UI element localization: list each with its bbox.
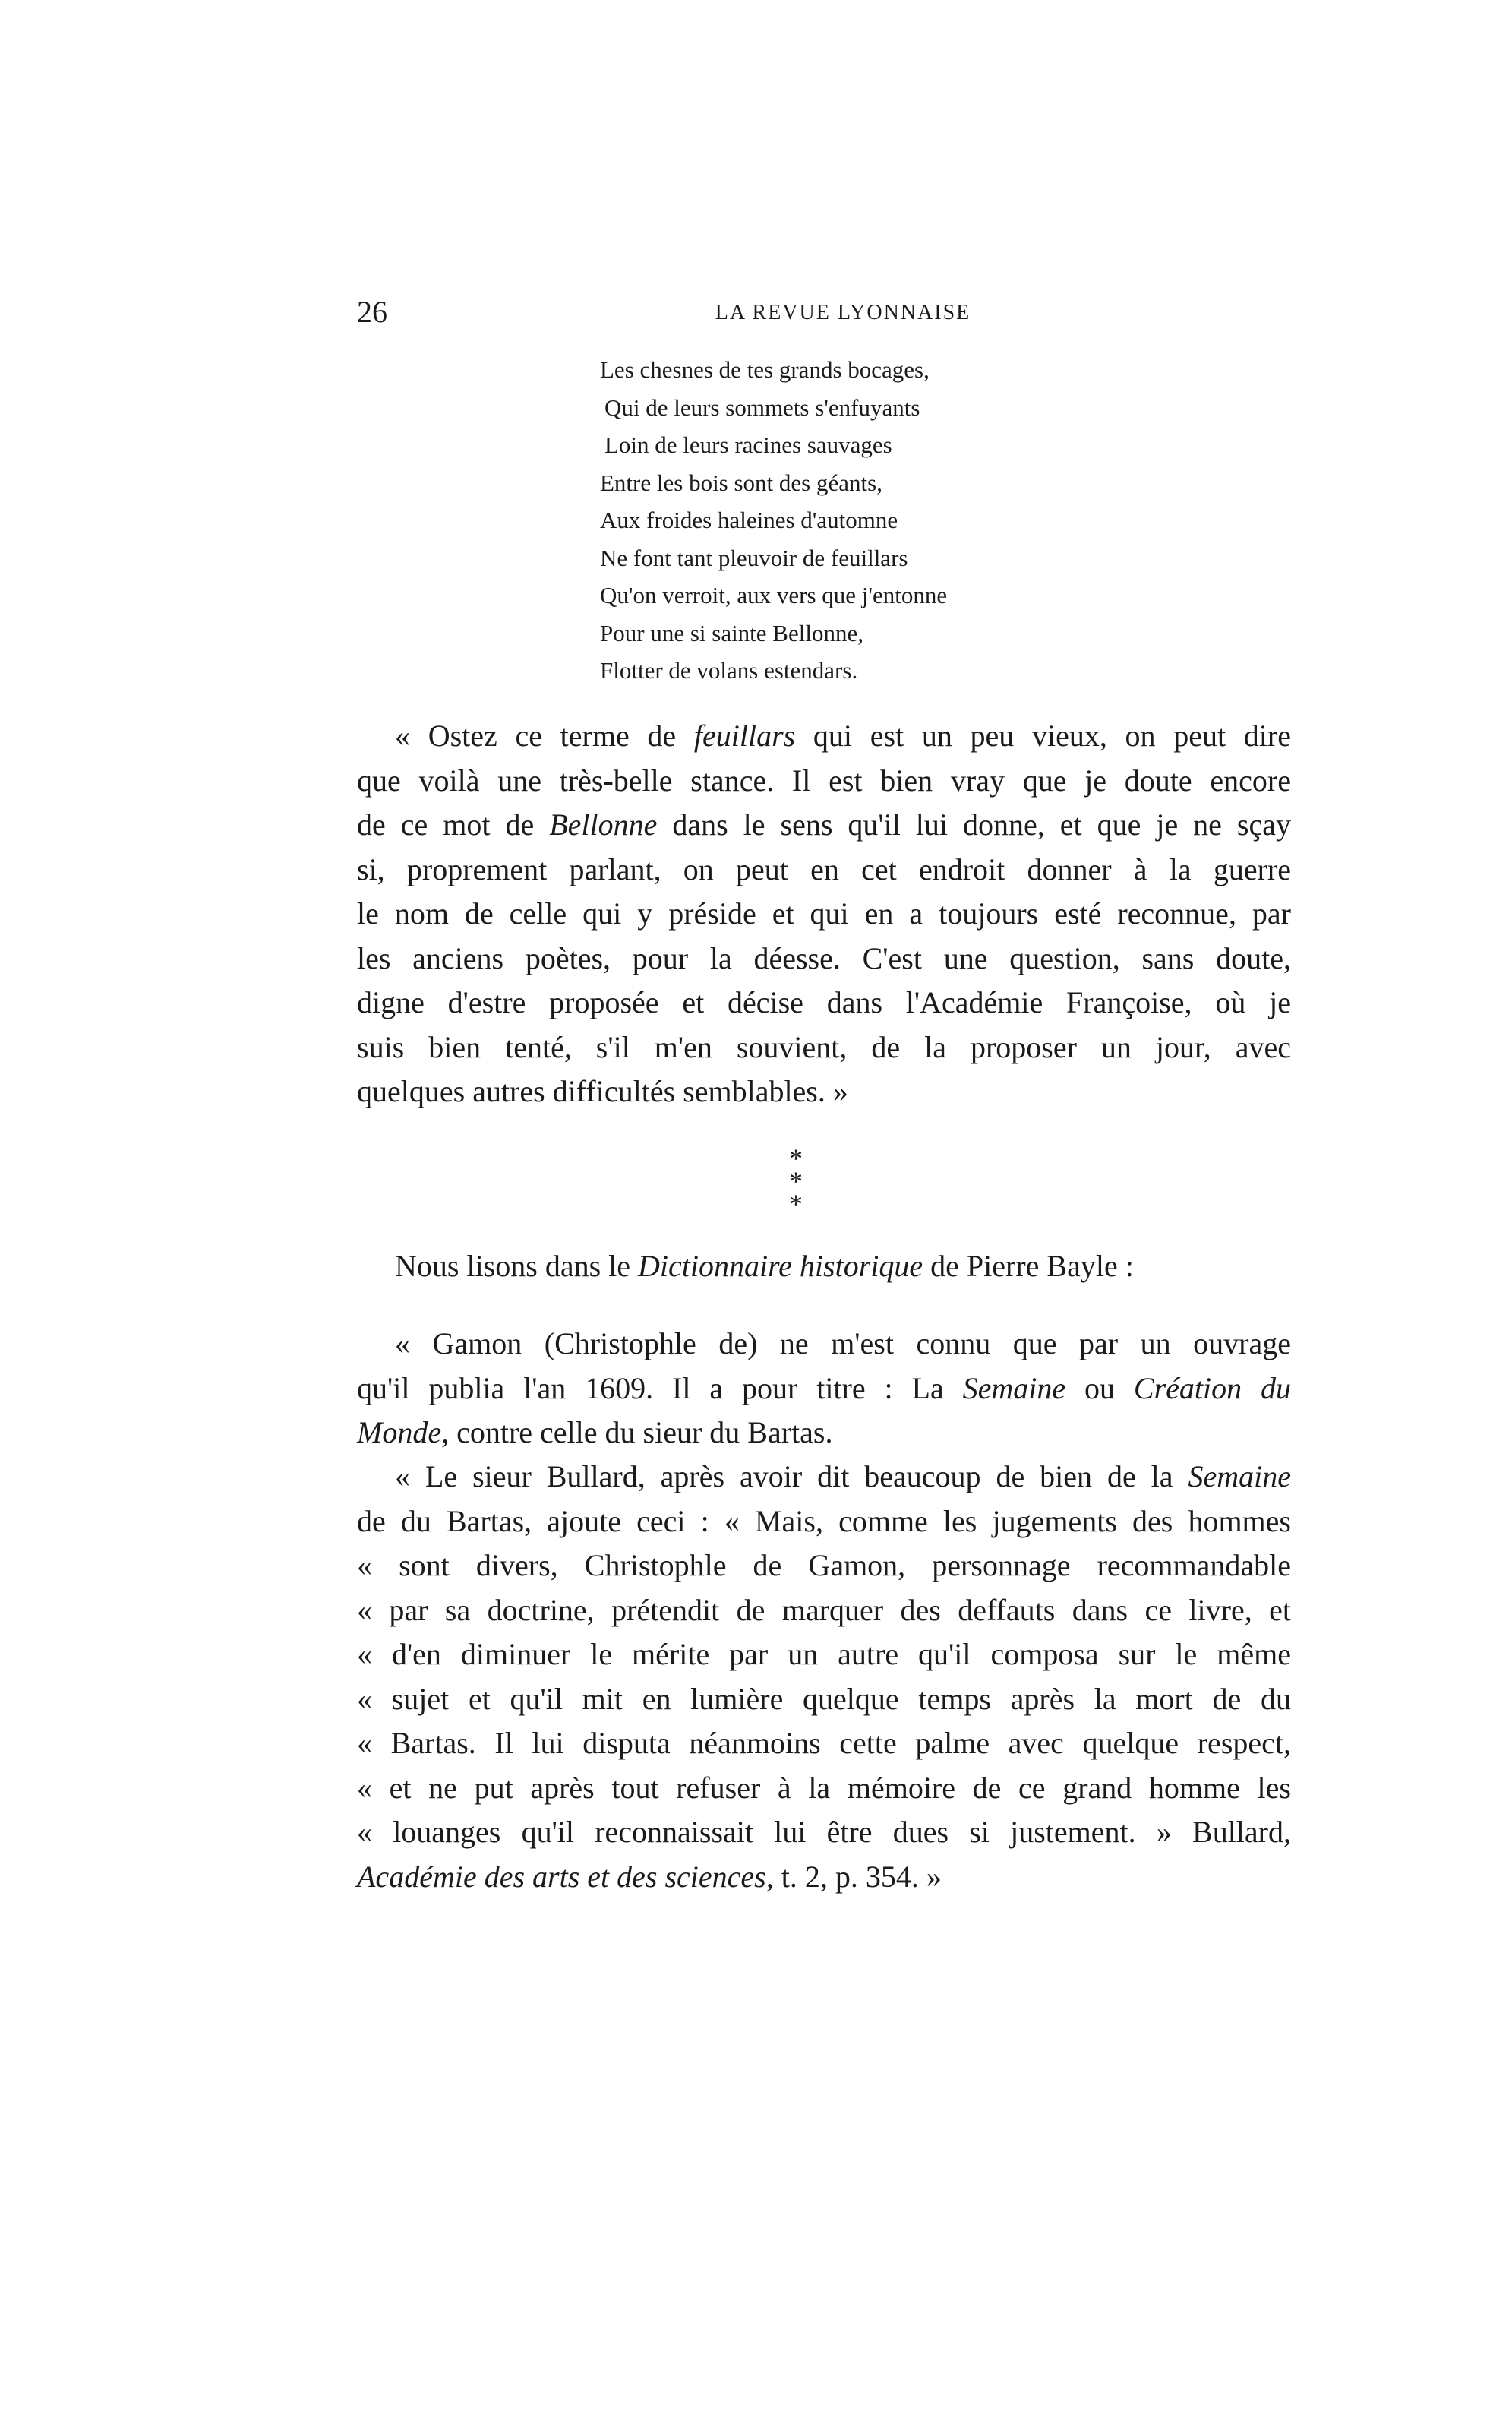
text-line: « Bartas. Il lui disputa néanmoins cette palme avec quelque respect, <box>357 1726 1291 1760</box>
running-head <box>357 293 1291 331</box>
text-span: qu'il publia l'an 1609. Il a pour titre : La <box>357 1370 963 1405</box>
poem-line: Qu'on verroit, aux vers que j'entonne <box>600 582 948 608</box>
poem-line: Qui de leurs sommets s'enfuyants <box>604 393 920 421</box>
journal-title: LA REVUE LYONNAISE <box>715 301 971 324</box>
asterism-bottom: * * <box>789 1166 813 1219</box>
text-line: « et ne put après tout refuser à la mémoire de ce grand homme les <box>357 1770 1291 1805</box>
text-line: les anciens poètes, pour la déesse. C'est une question, sans doute, <box>357 940 1291 975</box>
text-span: dans le sens qu'il lui donne, et que je ne sçay <box>657 807 1291 842</box>
text-line: de du Bartas, ajoute ceci : « Mais, comme les jugements des hommes <box>357 1503 1291 1538</box>
poem-line: Pour une si sainte Bellonne, <box>600 619 863 646</box>
italic-title: Monde, <box>357 1415 450 1449</box>
poem-line: Les chesnes de tes grands bocages, <box>600 356 930 383</box>
text-line <box>357 803 1291 848</box>
text-line: « par sa doctrine, prétendit de marquer des deffauts dans ce livre, et <box>357 1592 1291 1627</box>
text-span: t. 2, p. 354. » <box>773 1859 942 1894</box>
text-line: « sont divers, Christophle de Gamon, personnage recommandable <box>357 1548 1291 1582</box>
text-line: « louanges qu'il reconnaissait lui être dues si justement. » Bullard, <box>357 1815 1291 1849</box>
italic-title: Dictionnaire historique <box>638 1249 923 1283</box>
text-line: digne d'estre proposée et décise dans l'Académie Françoise, où je <box>357 985 1291 1019</box>
poem-line: Entre les bois sont des géants, <box>600 469 882 496</box>
text-line: le nom de celle qui y préside et qui en a toujours esté reconnue, par <box>357 896 1291 931</box>
text-line <box>357 1855 1291 1900</box>
text-span: qui est un peu vieux, on peut dire <box>795 719 1291 753</box>
poem-stanza <box>600 351 947 690</box>
italic-title: Semaine <box>1188 1459 1291 1493</box>
asterism-divider <box>765 1143 826 1219</box>
text-span: de ce mot de <box>357 807 550 842</box>
text-line: suis bien tenté, s'il m'en souvient, de la proposer un jour, avec <box>357 1029 1291 1064</box>
italic-title: Création du <box>1133 1370 1292 1405</box>
quote-paragraph-1 <box>357 714 1291 1114</box>
italic-word: feuillars <box>693 719 796 753</box>
text-line <box>357 1411 1291 1455</box>
text-span: contre celle du sieur du Bartas. <box>449 1415 833 1449</box>
text-span: « Le sieur Bullard, après avoir dit beaucoup de bien de la <box>395 1459 1188 1493</box>
asterism-top: * <box>789 1143 803 1174</box>
text-span: Nous lisons dans le <box>395 1249 638 1283</box>
quote-paragraph-2 <box>357 1322 1291 1455</box>
text-span: ou <box>1065 1370 1134 1405</box>
poem-line: Ne font tant pleuvoir de feuillars <box>600 544 908 571</box>
poem-line: Loin de leurs racines sauvages <box>604 431 892 458</box>
text-line: « d'en diminuer le mérite par un autre qu'il composa sur le même <box>357 1637 1291 1671</box>
text-line <box>357 1367 1291 1411</box>
text-span: « Ostez ce terme de <box>395 719 694 753</box>
text-line: quelques autres difficultés semblables. » <box>357 1074 848 1108</box>
poem-line: Flotter de volans estendars. <box>600 657 858 684</box>
italic-word: Bellonne <box>549 807 658 842</box>
text-span: de Pierre Bayle : <box>923 1249 1134 1283</box>
text-line <box>357 1455 1291 1499</box>
italic-title: Académie des arts et des sciences, <box>357 1859 774 1894</box>
quote-paragraph-3 <box>357 1455 1291 1899</box>
italic-title: Semaine <box>962 1370 1066 1405</box>
page-number: 26 <box>357 295 387 329</box>
intro-sentence <box>395 1244 1134 1288</box>
text-line: « Gamon (Christophle de) ne m'est connu que par un ouvrage <box>395 1326 1291 1360</box>
text-line <box>357 714 1291 759</box>
text-line: que voilà une très-belle stance. Il est bien vray que je doute encore <box>357 763 1291 798</box>
poem-line: Aux froides haleines d'automne <box>600 507 898 533</box>
text-line: si, proprement parlant, on peut en cet endroit donner à la guerre <box>357 852 1291 886</box>
text-line: « sujet et qu'il mit en lumière quelque temps après la mort de du <box>357 1681 1291 1716</box>
